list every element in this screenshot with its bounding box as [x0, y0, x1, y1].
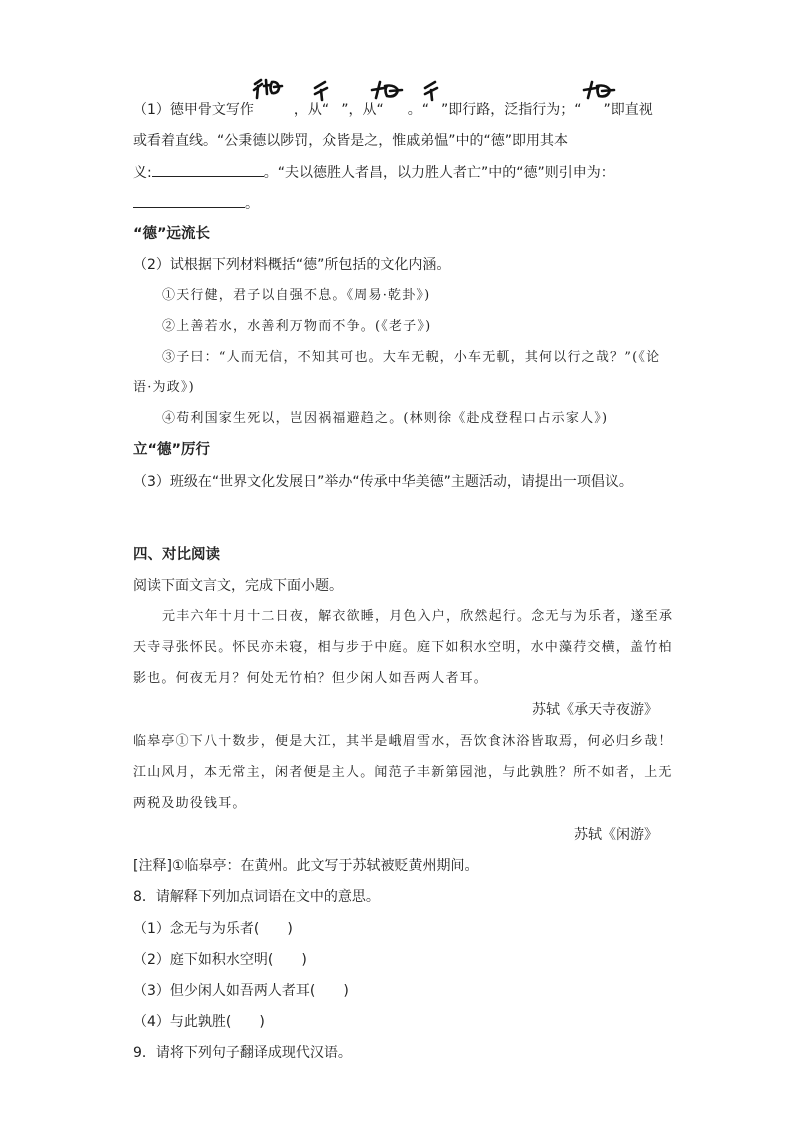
passage-1-line-2: 天寺寻张怀民。怀民亦未寝，相与步于中庭。庭下如积水空明，水中藻荇交横，盖竹柏 — [133, 640, 673, 655]
q1-text-a: （1）德甲骨文写作 — [133, 102, 254, 118]
material-2: ②上善若水，水善利万物而不争。(《老子》) — [162, 319, 432, 334]
question-9: 9．请将下列句子翻译成现代汉语。 — [133, 1045, 352, 1061]
question-1-line-3 — [133, 162, 615, 183]
question-8-item-4: （4）与此孰胜( ) — [133, 1014, 265, 1030]
section-title-1: “德”远流长 — [133, 226, 211, 242]
oracle-chi-glyph — [313, 78, 335, 102]
oracle-chi2-glyph — [423, 78, 445, 102]
q1-line3-rest: 。“夫以德胜人者昌，以力胜人者亡”中的“德”则引申为： — [263, 165, 615, 181]
passage-1-line-3: 影也。何夜无月？何处无竹柏？但少闲人如吾两人者耳。 — [133, 671, 489, 686]
q1-line3-prefix: 义: — [133, 165, 152, 181]
answer-blank-2[interactable] — [133, 193, 245, 208]
oracle-zhi-glyph — [370, 80, 404, 102]
oracle-zhi2-glyph — [582, 80, 616, 102]
answer-blank-1[interactable] — [152, 162, 264, 177]
passage-2-line-3: 两税及助役钱耳。 — [133, 796, 247, 811]
question-3: （3）班级在“世界文化发展日”举办“传承中华美德”主题活动，请提出一项倡议。 — [133, 474, 633, 490]
question-1-line-1 — [133, 100, 653, 120]
material-4: ④苟利国家生死以，岂因祸福避趋之。(林则徐《赴戍登程口占示家人》) — [162, 411, 609, 426]
annotation-note: [注释]①临皋亭：在黄州。此文写于苏轼被贬黄州期间。 — [133, 858, 479, 874]
question-1-line-4 — [133, 193, 259, 214]
q1-text-c: ”，从“ — [341, 102, 384, 118]
oracle-de-glyph — [252, 76, 284, 102]
passage-1-source: 苏轼《承天寺夜游》 — [532, 702, 658, 718]
part-4-instruction: 阅读下面文言文，完成下面小题。 — [133, 578, 343, 594]
material-1: ①天行健，君子以自强不息。《周易·乾卦》) — [162, 288, 431, 303]
passage-2-source: 苏轼《闲游》 — [574, 827, 658, 843]
q1-text-e: ”即行路，泛指行为；“ — [440, 102, 582, 118]
material-3: ③子曰：“人而无信，不知其可也。大车无輗，小车无軏，其何以行之哉？”(《论 — [162, 350, 661, 365]
question-8-item-3: （3）但少闲人如吾两人者耳( ) — [133, 983, 349, 999]
material-3-continued: 语·为政》) — [133, 380, 195, 395]
question-8: 8．请解释下列加点词语在文中的意思。 — [133, 889, 380, 905]
q1-text-f: ”即直视 — [603, 102, 653, 118]
q1-text-d: 。“ — [407, 102, 429, 118]
question-8-item-2: （2）庭下如积水空明( ) — [133, 952, 307, 968]
question-1-line-2: 或看着直线。“公秉德以陟罚，众皆是之，惟戚弟愠”中的“德”即用其本 — [133, 133, 569, 149]
question-2: （2）试根据下列材料概括“德”所包括的文化内涵。 — [133, 257, 451, 273]
q1-text-b: ，从“ — [293, 102, 330, 118]
section-title-2: 立“德”厉行 — [133, 442, 211, 458]
passage-2-line-2: 江山风月，本无常主，闲者便是主人。闻范子丰新第园池，与此孰胜？所不如者，上无 — [133, 765, 673, 780]
passage-1-line-1: 元丰六年十月十二日夜，解衣欲睡，月色入户，欣然起行。念无与为乐者，遂至承 — [162, 609, 674, 624]
q1-line4-end: 。 — [245, 196, 259, 212]
part-4-heading: 四、对比阅读 — [133, 547, 220, 563]
question-8-item-1: （1）念无与为乐者( ) — [133, 921, 293, 937]
passage-2-line-1: 临皋亭①下八十数步，便是大江，其半是峨眉雪水，吾饮食沐浴皆取焉，何必归乡哉！ — [133, 734, 673, 749]
